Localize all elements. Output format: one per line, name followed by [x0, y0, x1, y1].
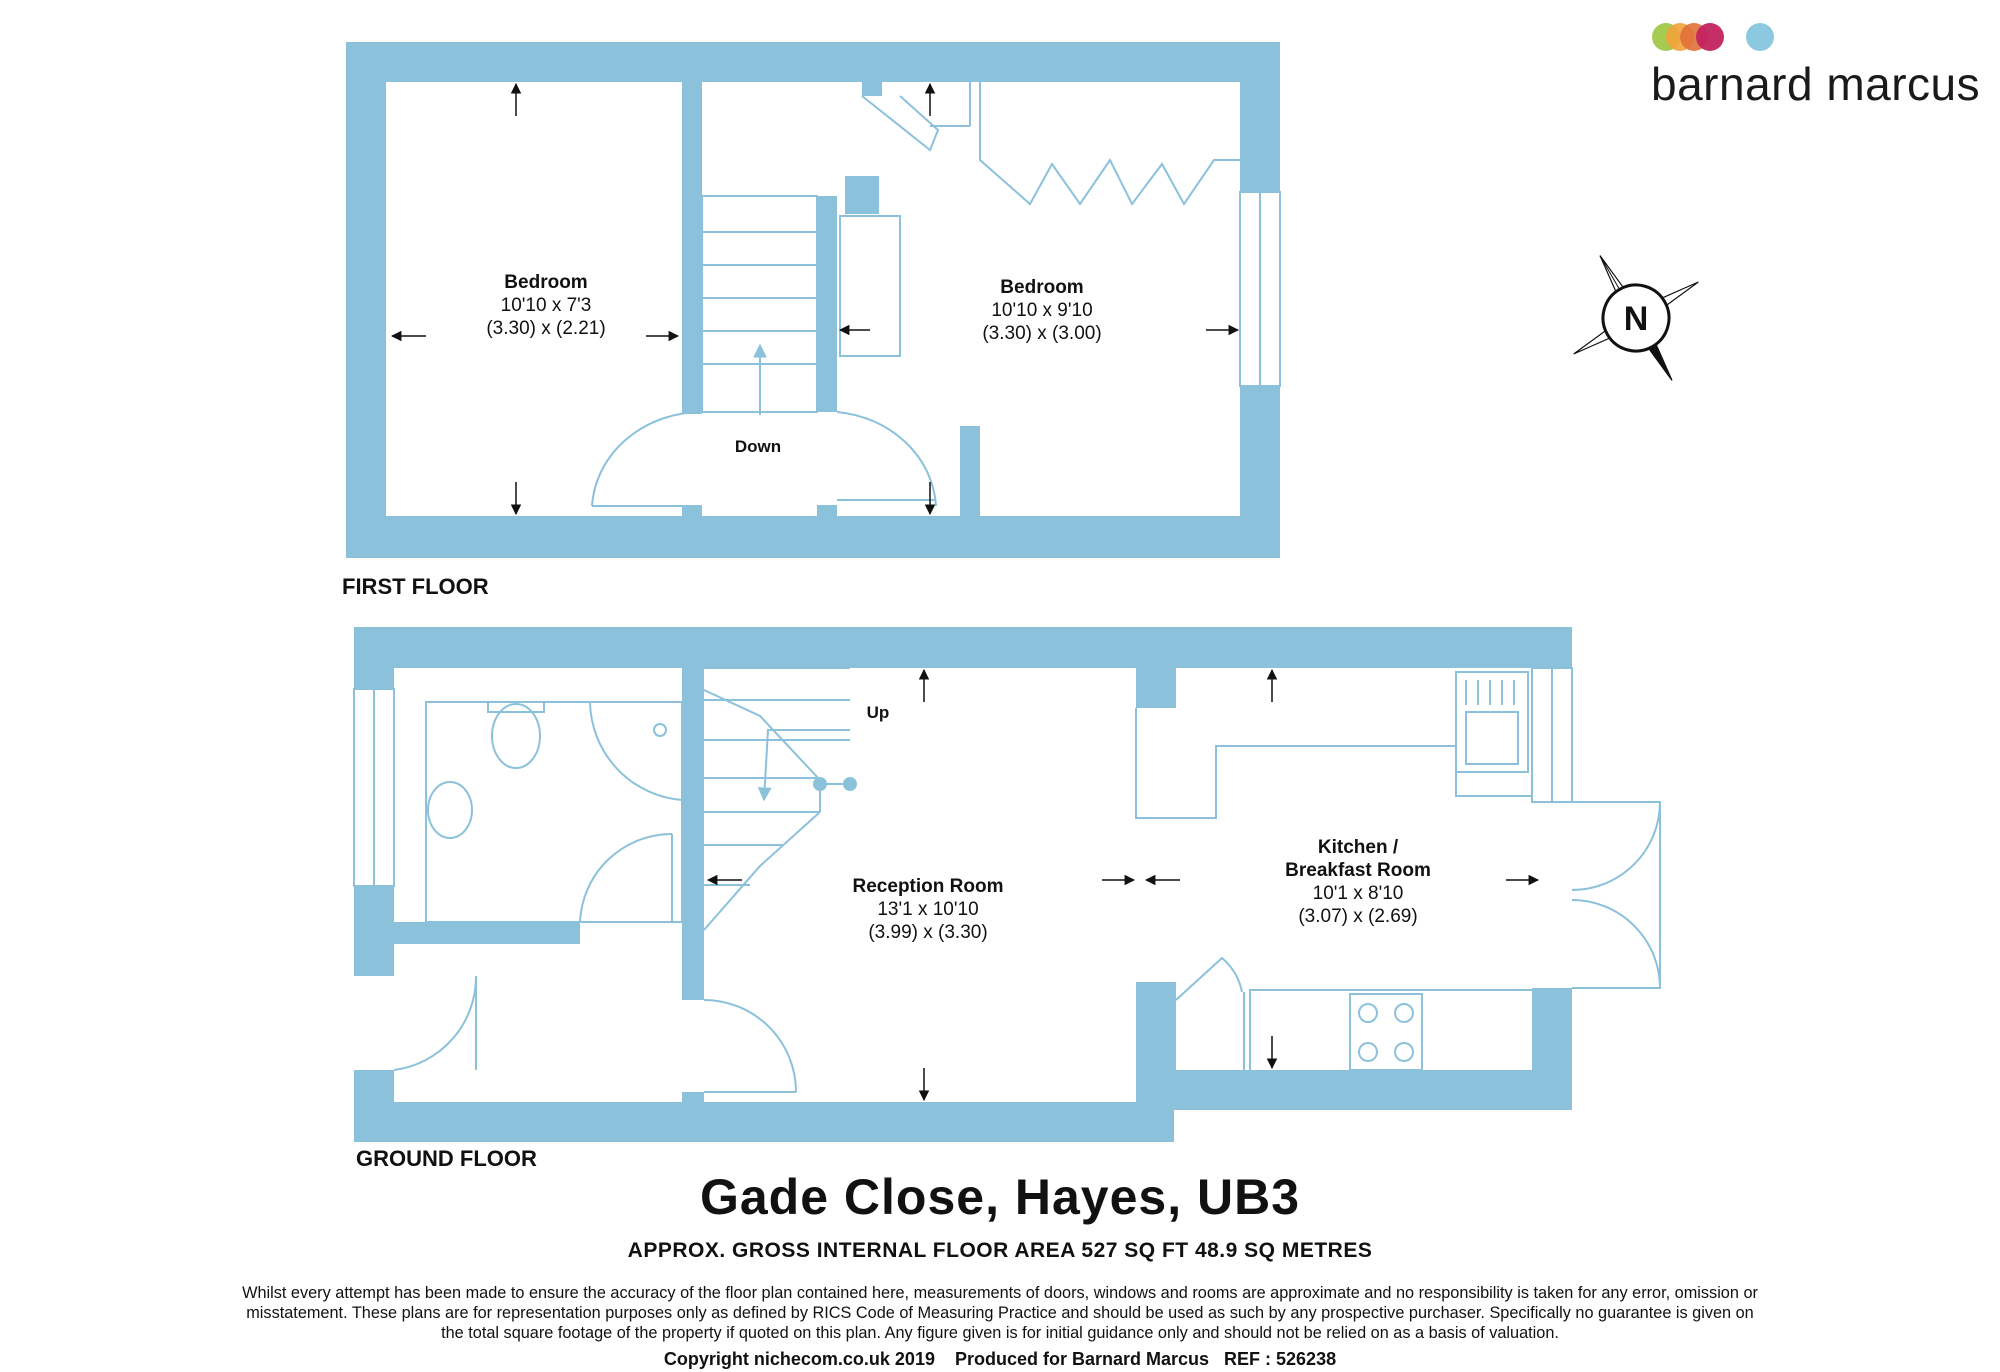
room-name-line-1: Kitchen /	[1317, 837, 1399, 858]
toilet-icon	[492, 704, 540, 768]
kitchen-breakfast-room	[1285, 837, 1431, 927]
brand-dots-icon	[1652, 23, 1774, 51]
ground-floor-label: GROUND FLOOR	[356, 1146, 537, 1171]
first-floor-window	[1240, 192, 1280, 386]
room-name: Bedroom	[1000, 277, 1084, 298]
first-floor-walls	[346, 42, 1280, 558]
basin-icon	[428, 782, 472, 838]
room-size-imperial: 13'1 x 10'10	[877, 899, 979, 920]
stairs-up-label: Up	[866, 703, 890, 722]
first-floor-bedroom-2	[982, 277, 1101, 344]
property-title: Gade Close, Hayes, UB3	[699, 1169, 1301, 1225]
compass-icon	[1538, 220, 1735, 417]
first-floor-plan	[342, 42, 1280, 599]
compass-north-label: N	[1623, 300, 1649, 338]
room-size-metric: (3.99) x (3.30)	[868, 922, 988, 943]
shower-icon	[590, 702, 682, 800]
first-floor-label: FIRST FLOOR	[342, 574, 489, 599]
reception-room	[853, 876, 1004, 943]
brand-name: barnard marcus	[1651, 58, 1981, 110]
room-size-metric: (3.30) x (3.00)	[982, 323, 1102, 344]
room-size-metric: (3.30) x (2.21)	[486, 318, 606, 339]
first-floor-bedroom-1	[486, 272, 605, 339]
stairs-down-label: Down	[734, 437, 782, 456]
brand-logo	[1651, 23, 1980, 110]
disclaimer-text: Whilst every attempt has been made to ensure the accuracy of the floor plan contained here, measurements of doors, windows and rooms are approximate and no responsibility is taken for any error, omission or misstatement. These plans are for representation purposes only as defined by RICS Code of Measuring Practice and should be used as such by any prospective purchaser. Specifically no guarantee is given on the total square footage of the property if quoted on this plan. Any figure given is for initial guidance only and should not be relied on as a basis of valuation.	[242, 1284, 1758, 1342]
room-name-line-2: Breakfast Room	[1285, 860, 1431, 881]
room-size-imperial: 10'10 x 7'3	[500, 295, 592, 316]
copyright-line: Copyright nichecom.co.uk 2019 Produced for Barnard Marcus REF : 526238	[663, 1349, 1337, 1369]
room-size-imperial: 10'10 x 9'10	[991, 300, 1093, 321]
room-name: Bedroom	[504, 272, 588, 293]
room-size-metric: (3.07) x (2.69)	[1298, 906, 1418, 927]
room-name: Reception Room	[852, 876, 1004, 897]
bathroom-fixtures	[426, 702, 682, 922]
ground-floor-plan	[354, 627, 1660, 1171]
room-size-imperial: 10'1 x 8'10	[1312, 883, 1404, 904]
ground-floor-stairs	[704, 668, 856, 930]
front-door	[394, 976, 796, 1092]
floor-area: APPROX. GROSS INTERNAL FLOOR AREA 527 SQ FT 48.9 SQ METRES	[627, 1239, 1373, 1262]
ground-floor-dimension-arrows	[708, 670, 1538, 1100]
first-floor-stairs	[702, 196, 817, 415]
